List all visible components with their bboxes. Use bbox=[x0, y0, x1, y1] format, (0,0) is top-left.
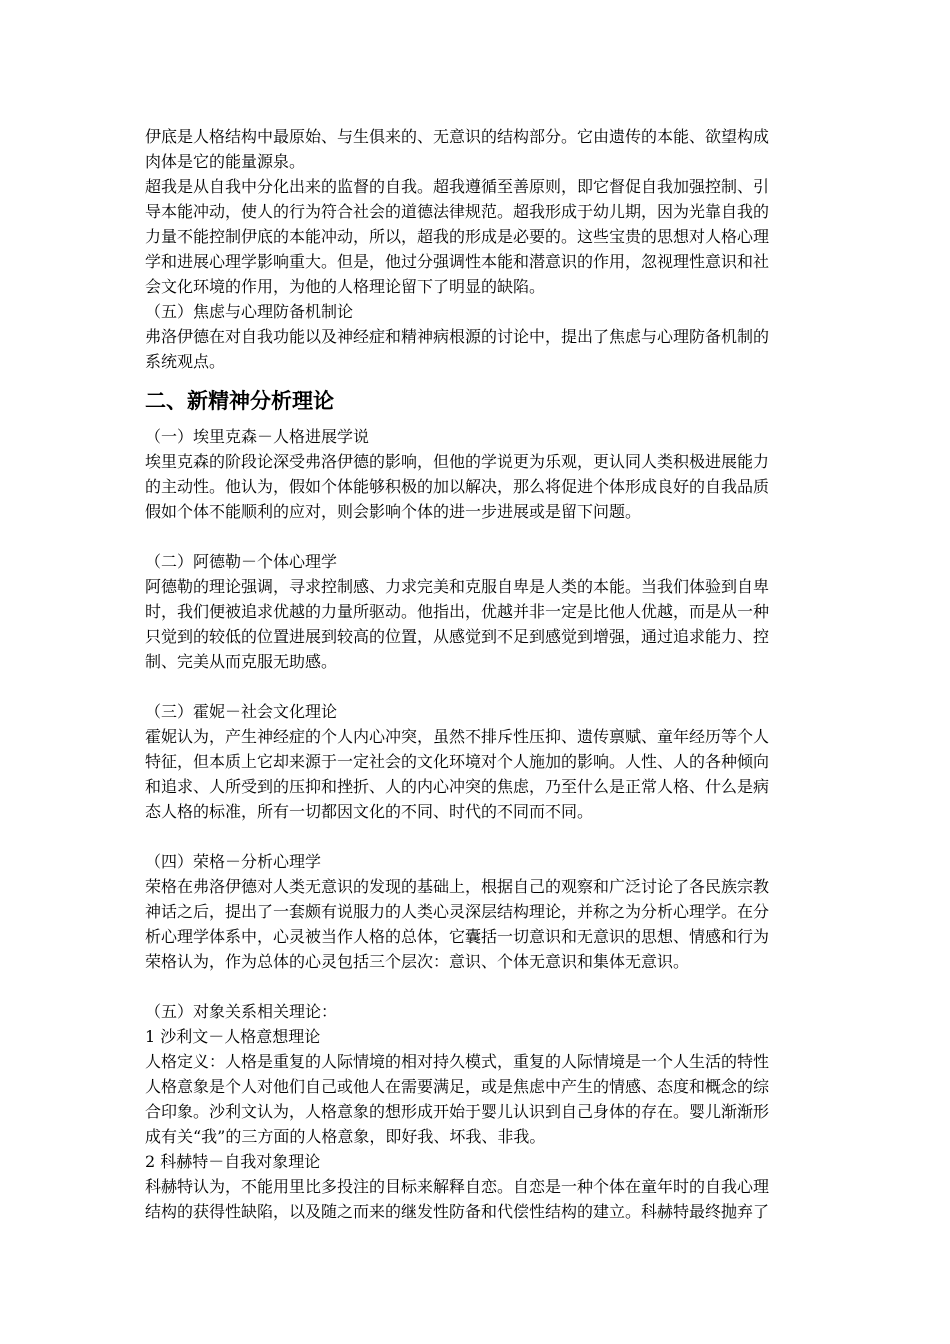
paragraph bbox=[145, 999, 825, 1024]
text-line: 结构的获得性缺陷，以及随之而来的继发性防备和代偿性结构的建立。科赫特最终抛弃了 bbox=[145, 1202, 770, 1221]
text-line: （一）埃里克森－人格进展学说 bbox=[145, 427, 370, 446]
blank-line bbox=[145, 974, 825, 999]
paragraph bbox=[145, 1149, 825, 1174]
text-line: 阿德勒的理论强调，寻求控制感、力求完美和克服自卑是人类的本能。当我们体验到自卑 bbox=[145, 577, 770, 596]
paragraph bbox=[145, 549, 825, 574]
text-line: 神话之后，提出了一套颇有说服力的人类心灵深层结构理论，并称之为分析心理学。在分 bbox=[145, 902, 770, 921]
paragraph bbox=[145, 424, 825, 449]
text-line: （三）霍妮－社会文化理论 bbox=[145, 702, 338, 721]
text-line: 只觉到的较低的位置进展到较高的位置，从感觉到不足到感觉到增强，通过追求能力、控 bbox=[145, 627, 770, 646]
text-line: （二）阿德勒－个体心理学 bbox=[145, 552, 338, 571]
text-line: 学和进展心理学影响重大。但是，他过分强调性本能和潜意识的作用，忽视理性意识和社 bbox=[145, 252, 770, 271]
text-line: 1 沙利文－人格意想理论 bbox=[145, 1027, 321, 1046]
text-line: 时，我们便被追求优越的力量所驱动。他指出，优越并非一定是比他人优越，而是从一种 bbox=[145, 602, 770, 621]
text-line: 的主动性。他认为，假如个体能够积极的加以解决，那么将促进个体形成良好的自我品质 bbox=[145, 477, 770, 496]
paragraph bbox=[145, 324, 825, 374]
paragraph bbox=[145, 699, 825, 724]
text-line: 力量不能控制伊底的本能冲动，所以，超我的形成是必要的。这些宝贵的思想对人格心理 bbox=[145, 227, 770, 246]
paragraph bbox=[145, 1024, 825, 1049]
text-line: 人格意象是个人对他们自己或他人在需要满足，或是焦虑中产生的情感、态度和概念的综 bbox=[145, 1077, 770, 1096]
paragraph bbox=[145, 1174, 825, 1224]
text-line: 肉体是它的能量源泉。 bbox=[145, 152, 306, 171]
text-line: 析心理学体系中，心灵被当作人格的总体，它囊括一切意识和无意识的思想、情感和行为 bbox=[145, 927, 770, 946]
blank-line bbox=[145, 524, 825, 549]
text-line: 人格定义：人格是重复的人际情境的相对持久模式，重复的人际情境是一个人生活的特性 bbox=[145, 1052, 770, 1071]
paragraph bbox=[145, 1049, 825, 1149]
text-line: 伊底是人格结构中最原始、与生俱来的、无意识的结构部分。它由遗传的本能、欲望构成 bbox=[145, 127, 770, 146]
section-heading: 二、新精神分析理论 bbox=[145, 389, 334, 413]
text-line: 态人格的标准，所有一切都因文化的不同、时代的不同而不同。 bbox=[145, 802, 594, 821]
text-line: 荣格认为，作为总体的心灵包括三个层次：意识、个体无意识和集体无意识。 bbox=[145, 952, 690, 971]
paragraph bbox=[145, 174, 825, 299]
text-line: （四）荣格－分析心理学 bbox=[145, 852, 322, 871]
blank-line bbox=[145, 674, 825, 699]
text-line: 2 科赫特－自我对象理论 bbox=[145, 1152, 321, 1171]
text-line: 导本能冲动，使人的行为符合社会的道德法律规范。超我形成于幼儿期，因为光靠自我的 bbox=[145, 202, 770, 221]
text-line: 弗洛伊德在对自我功能以及神经症和精神病根源的讨论中，提出了焦虑与心理防备机制的 bbox=[145, 327, 770, 346]
text-line: （五）焦虑与心理防备机制论 bbox=[145, 302, 354, 321]
document-body bbox=[145, 124, 825, 1224]
text-line: 埃里克森的阶段论深受弗洛伊德的影响，但他的学说更为乐观，更认同人类积极进展能力 bbox=[145, 452, 770, 471]
paragraph bbox=[145, 849, 825, 874]
text-line: 霍妮认为，产生神经症的个人内心冲突，虽然不排斥性压抑、遗传禀赋、童年经历等个人 bbox=[145, 727, 770, 746]
text-line: 会文化环境的作用，为他的人格理论留下了明显的缺陷。 bbox=[145, 277, 546, 296]
paragraph bbox=[145, 299, 825, 324]
paragraph bbox=[145, 124, 825, 174]
paragraph bbox=[145, 724, 825, 824]
text-line: 荣格在弗洛伊德对人类无意识的发现的基础上，根据自己的观察和广泛讨论了各民族宗教 bbox=[145, 877, 770, 896]
text-line: 科赫特认为，不能用里比多投注的目标来解释自恋。自恋是一种个体在童年时的自我心理 bbox=[145, 1177, 770, 1196]
text-line: 制、完美从而克服无助感。 bbox=[145, 652, 338, 671]
text-line: 特征，但本质上它却来源于一定社会的文化环境对个人施加的影响。人性、人的各种倾向 bbox=[145, 752, 770, 771]
text-line: 超我是从自我中分化出来的监督的自我。超我遵循至善原则，即它督促自我加强控制、引 bbox=[145, 177, 770, 196]
text-line: 成有关“我”的三方面的人格意象，即好我、坏我、非我。 bbox=[145, 1127, 546, 1146]
text-line: （五）对象关系相关理论： bbox=[145, 1002, 338, 1021]
paragraph bbox=[145, 449, 825, 524]
paragraph bbox=[145, 874, 825, 974]
paragraph bbox=[145, 574, 825, 674]
text-line: 系统观点。 bbox=[145, 352, 226, 371]
blank-line bbox=[145, 824, 825, 849]
text-line: 假如个体不能顺利的应对，则会影响个体的进一步进展或是留下问题。 bbox=[145, 502, 642, 521]
text-line: 和追求、人所受到的压抑和挫折、人的内心冲突的焦虑，乃至什么是正常人格、什么是病 bbox=[145, 777, 770, 796]
text-line: 合印象。沙利文认为，人格意象的想形成开始于婴儿认识到自己身体的存在。婴儿渐渐形 bbox=[145, 1102, 770, 1121]
